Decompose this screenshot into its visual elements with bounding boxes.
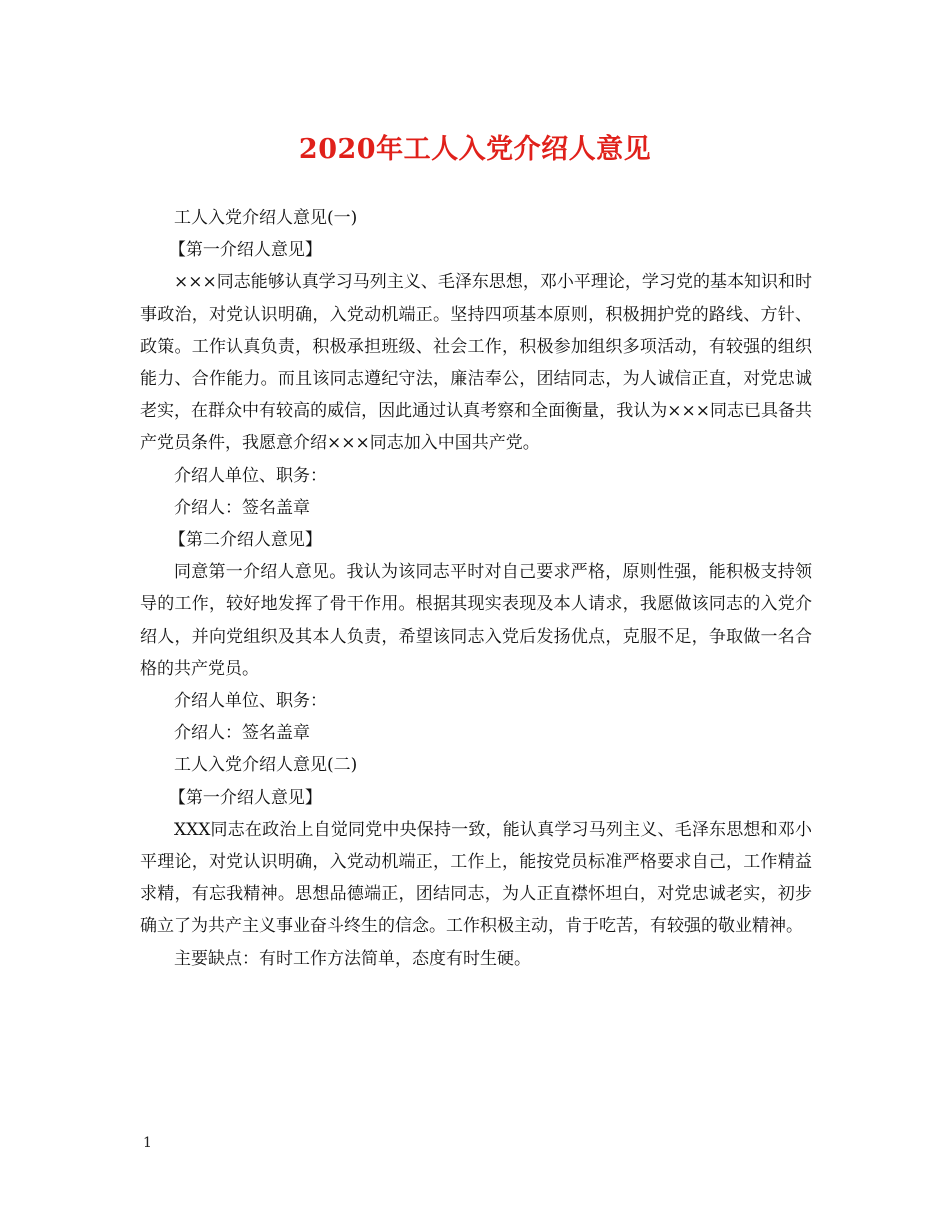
section-heading-2: 工人入党介绍人意见(二) [174, 755, 358, 776]
main-shortcomings: 主要缺点：有时工作方法简单，态度有时生硬。 [174, 948, 531, 969]
second-introducer-opinion-1: 同意第一介绍人意见。我认为该同志平时对自己要求严格，原则性强，能积极支持领导的工作，较好地发挥了骨干作用。根据其现实表现及本人请求，我愿做该同志的入党介绍人，并向党组织及其本人负责，希望该同志入党后发扬优点，克服不足，争取做一名合格的共产党员。 [140, 562, 812, 679]
document-body [140, 202, 812, 975]
section-heading-1: 工人入党介绍人意见(一) [174, 208, 358, 228]
page-number: 1 [143, 1135, 152, 1151]
introducer-signature-2: 介绍人：签名盖章 [174, 723, 310, 744]
second-introducer-heading-1: 【第二介绍人意见】 [168, 530, 322, 551]
first-introducer-opinion-2: XXX同志在政治上自觉同党中央保持一致，能认真学习马列主义、毛泽东思想和邓小平理论，对党认识明确，入党动机端正，工作上，能按党员标准严格要求自己，工作精益求精，有忘我精神。思想品德端正，团结同志，为人正直襟怀坦白，对党忠诚老实，初步确立了为共产主义事业奋斗终生的信念。工作积极主动，肯于吃苦，有较强的敬业精神。 [140, 819, 812, 937]
first-introducer-opinion-1: ×××同志能够认真学习马列主义、毛泽东思想，邓小平理论，学习党的基本知识和时事政治，对党认识明确，入党动机端正。坚持四项基本原则，积极拥护党的路线、方针、政策。工作认真负责，积极承担班级、社会工作，积极参加组织多项活动，有较强的组织能力、合作能力。而且该同志遵纪守法，廉洁奉公，团结同志，为人诚信正直，对党忠诚老实，在群众中有较高的威信，因此通过认真考察和全面衡量，我认为×××同志已具备共产党员条件，我愿意介绍×××同志加入中国共产党。 [140, 272, 812, 454]
introducer-unit-position-1: 介绍人单位、职务： [174, 465, 327, 486]
first-introducer-heading-1: 【第一介绍人意见】 [168, 240, 322, 261]
introducer-unit-position-2: 介绍人单位、职务： [174, 691, 327, 712]
document-title: 2020年工人入党介绍人意见 [298, 134, 652, 165]
first-introducer-heading-2: 【第一介绍人意见】 [168, 787, 322, 808]
introducer-signature-1: 介绍人：签名盖章 [174, 497, 310, 518]
